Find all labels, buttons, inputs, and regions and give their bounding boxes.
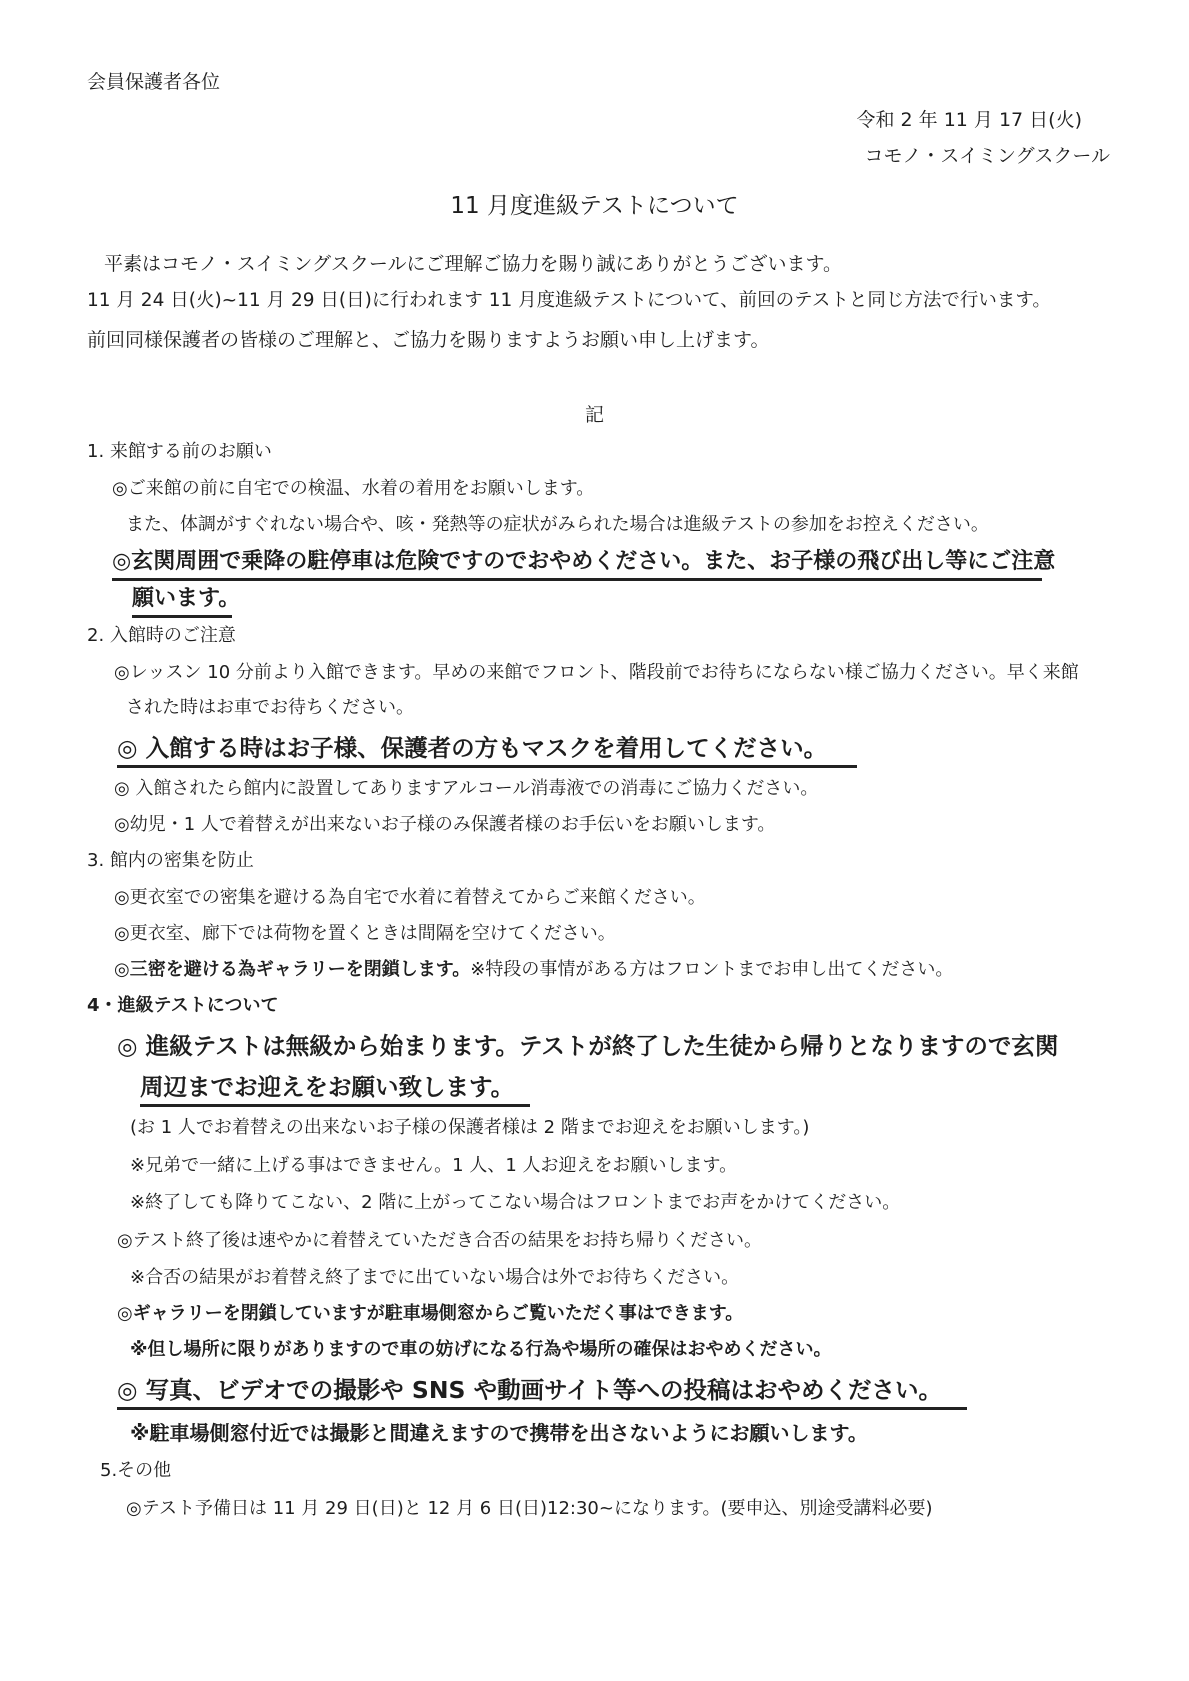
section-1-heading: 1. 来館する前のお願い <box>87 441 272 462</box>
section-2-item-1b: された時はお車でお待ちください。 <box>126 697 414 718</box>
section-2-mask-text: ◎ 入館する時はお子様、保護者の方もマスクを着用してください。 <box>117 733 857 768</box>
section-4-note-2: ※兄弟で一緒に上げる事はできません。1 人、1 人お迎えをお願いします。 <box>130 1155 738 1176</box>
section-5-item-1: ◎テスト予備日は 11 月 29 日(日)と 12 月 6 日(日)12:30~になります。(要申込、別途受講料必要) <box>126 1498 933 1519</box>
section-2-heading: 2. 入館時のご注意 <box>87 625 236 646</box>
section-4-note-3: ※終了しても降りてこない、2 階に上がってこない場合はフロントまでお声をかけてください。 <box>130 1192 901 1213</box>
page-title: 11 月度進級テストについて <box>450 193 739 219</box>
section-4-item-3b: ※但し場所に限りがありますので車の妨げになる行為や場所の確保はおやめください。 <box>130 1339 832 1360</box>
section-3-item-3 <box>114 958 953 982</box>
section-4-big-text-2: 周辺までお迎えをお願い致します。 <box>140 1072 530 1107</box>
section-4-item-2b: ※合否の結果がお着替え終了までに出ていない場合は外でお待ちください。 <box>130 1267 740 1288</box>
section-3-item-2: ◎更衣室、廊下では荷物を置くときは間隔を空けてください。 <box>114 923 616 944</box>
intro-line-2: 11 月 24 日(火)~11 月 29 日(日)に行われます 11 月度進級テストについて、前回のテストと同じ方法で行います。 <box>87 290 1051 311</box>
section-3-item-3-bold: ◎三密を避ける為ギャラリーを閉鎖します。 <box>114 959 471 980</box>
intro-line-3: 前回同様保護者の皆様のご理解と、ご協力を賜りますようお願い申し上げます。 <box>87 329 770 351</box>
section-1-item-1: ◎ご来館の前に自宅での検温、水着の着用をお願いします。 <box>112 478 595 499</box>
section-1-warning-text-2: 願います。 <box>132 585 232 618</box>
section-1-warning-text-1: ◎玄関周囲で乗降の駐停車は危険ですのでおやめください。また、お子様の飛び出し等にご注意 <box>112 548 1042 581</box>
section-1-warning-line-1 <box>112 548 1056 581</box>
section-4-item-2: ◎テスト終了後は速やかに着替えていただき合否の結果をお持ち帰りください。 <box>117 1230 762 1251</box>
section-2-item-3: ◎幼児・1 人で着替えが出来ないお子様のみ保護者様のお手伝いをお願いします。 <box>114 814 776 835</box>
section-3-item-1: ◎更衣室での密集を避ける為自宅で水着に着替えてからご来館ください。 <box>114 887 706 908</box>
section-2-item-1: ◎レッスン 10 分前より入館できます。早めの来館でフロント、階段前でお待ちにならない様ご協力ください。早く来館 <box>114 662 1079 683</box>
section-5-heading: 5.その他 <box>100 1460 172 1481</box>
section-3-item-3-rest: ※特段の事情がある方はフロントまでお申し出てください。 <box>470 959 954 980</box>
issue-date: 令和 2 年 11 月 17 日(火) <box>856 109 1082 131</box>
ki-marker: 記 <box>585 404 605 426</box>
section-2-item-2: ◎ 入館されたら館内に設置してありますアルコール消毒液での消毒にご協力ください。 <box>114 778 819 799</box>
section-1-warning-line-2 <box>132 585 241 618</box>
section-1-item-1b: また、体調がすぐれない場合や、咳・発熱等の症状がみられた場合は進級テストの参加をお控えください。 <box>126 514 989 535</box>
section-4-big-line-1: ◎ 進級テストは無級から始まります。テストが終了した生徒から帰りとなりますので玄関 <box>117 1032 1059 1060</box>
section-4-photo-note: ※駐車場側窓付近では撮影と間違えますので携帯を出さないようにお願いします。 <box>130 1421 868 1445</box>
section-2-mask-notice <box>117 733 857 768</box>
section-4-item-3: ◎ギャラリーを閉鎖していますが駐車場側窓からご覧いただく事はできます。 <box>117 1303 744 1324</box>
section-4-photo-text: ◎ 写真、ビデオでの撮影や SNS や動画サイト等への投稿はおやめください。 <box>117 1375 967 1410</box>
sender-name: コモノ・スイミングスクール <box>864 145 1110 167</box>
intro-line-1: 平素はコモノ・スイミングスクールにご理解ご協力を賜り誠にありがとうございます。 <box>104 253 842 275</box>
recipient: 会員保護者各位 <box>87 71 221 93</box>
section-3-heading: 3. 館内の密集を防止 <box>87 850 254 871</box>
section-4-note-1: (お 1 人でお着替えの出来ないお子様の保護者様は 2 階までお迎えをお願いします。) <box>130 1117 810 1138</box>
section-4-heading: 4・進級テストについて <box>87 995 279 1016</box>
section-4-photo-notice <box>117 1375 967 1410</box>
section-4-big-line-2 <box>140 1072 530 1107</box>
